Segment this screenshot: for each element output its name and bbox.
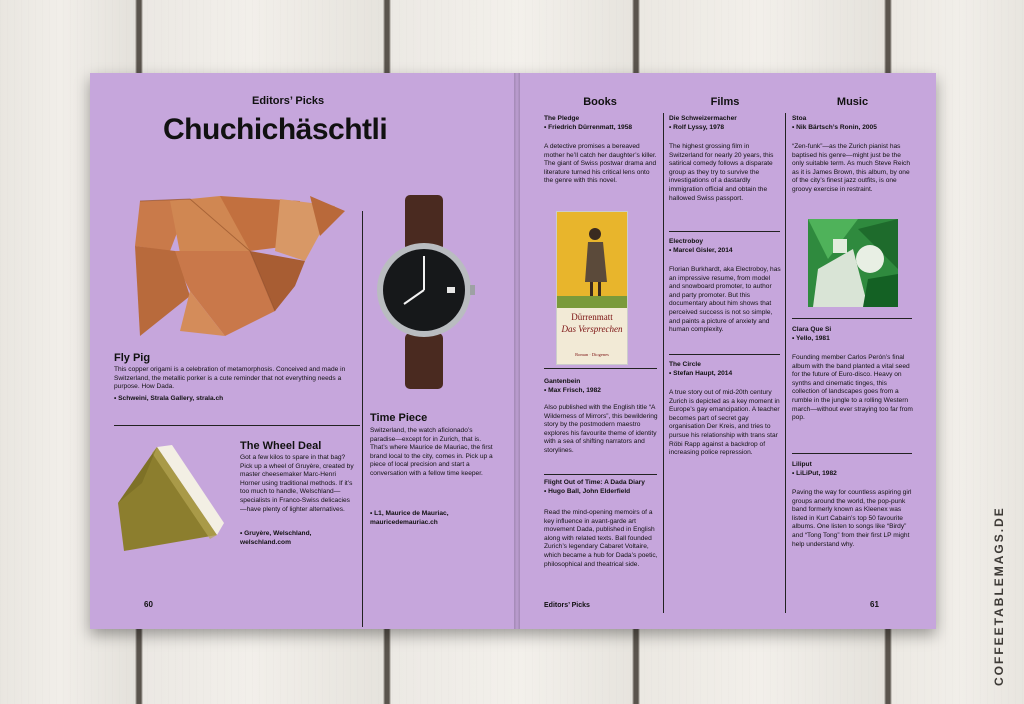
book-3-body: Read the mind-opening memoirs of a key influence in avant-garde art movement Dada, published in English along with related texts. Ball founded Zurich’s legendary Cabaret Voltaire, which became a hub for Dada’s poetic, philosophical and theatrical side. xyxy=(544,509,658,568)
music-1-body: “Zen-funk”—as the Zurich pianist has baptised his genre—might just be the only suitable term. As much Steve Reich as it is James Brown, this album, by one of the city’s finest jazz outfits, is one groovy exercise in restraint. xyxy=(792,143,911,193)
fly-pig-body: This copper origami is a celebration of metamorphosis. Conceived and made in Switzerland, the metallic porker is a cute reminder that not everything needs a purpose. How Dada. xyxy=(114,366,346,391)
time-piece-credit: • L1, Maurice de Mauriac, mauricedemauriac.ch xyxy=(370,510,449,526)
music-1-title: Stoa xyxy=(792,115,807,122)
film-1-credit: • Rolf Lyssy, 1978 xyxy=(669,124,725,131)
column-rule-2 xyxy=(785,113,786,613)
page-number-right: 61 xyxy=(870,600,879,609)
cheese-wedge-image xyxy=(112,443,227,555)
cover-footer: Roman · Diogenes xyxy=(575,352,609,357)
music-3-credit: • LiLiPut, 1982 xyxy=(792,470,837,477)
column-heading-books: Books xyxy=(583,96,617,108)
film-2-body: Florian Burkhardt, aka Electroboy, has an impressive resume, from model and snowboard promoter, to author and party promoter. But this documentary about him shows that perceived success is not so simple, and paints a picture of anxiety and human complexity. xyxy=(669,266,781,334)
page-title: Chuchichäschtli xyxy=(163,113,388,146)
books-divider-1 xyxy=(544,368,657,369)
music-3-body: Paving the way for countless aspiring girl groups around the world, the pop-punk band formerly known as Kleenex was listed in Kurt Cabain’s top 50 favourite albums. One listen to songs like “Birdy” and “Tong Tong” from their first LP might help understand why. xyxy=(792,489,912,548)
films-divider-2 xyxy=(669,354,780,355)
book-1-body: A detective promises a bereaved mother he’ll catch her daughter’s killer. The giant of Swiss postwar drama and literature turned his critical lens onto the genre with this novel. xyxy=(544,143,657,185)
book-cover-image xyxy=(556,211,628,365)
book-3-title: Flight Out of Time: A Dada Diary xyxy=(544,479,645,486)
book-1-credit: • Friedrich Dürrenmatt, 1958 xyxy=(544,124,633,131)
film-1-title: Die Schweizermacher xyxy=(669,115,737,122)
book-2-credit: • Max Frisch, 1982 xyxy=(544,387,601,394)
footer-label: Editors’ Picks xyxy=(544,602,590,609)
divider-left xyxy=(114,425,360,426)
music-divider-1 xyxy=(792,318,912,319)
site-watermark: COFFEETABLEMAGS.DE xyxy=(992,506,1006,686)
music-2-body: Founding member Carlos Perón’s final album with the band planted a vital seed for the future of Euro-disco. Heavy on synths and cinematic tinges, this collection of landscapes goes from a rumble in the jungle to a rolling Western march—without ever straying too far from pop. xyxy=(792,354,913,422)
column-rule-left xyxy=(362,211,363,627)
music-1-credit: • Nik Bärtsch’s Ronin, 2005 xyxy=(792,124,877,131)
wheel-deal-body: Got a few kilos to spare in that bag? Pick up a wheel of Gruyère, created by master cheesemaker Marc-Henri Horner using traditional methods. If it’s too much to handle, Welschland—specialists in Franco-Swiss delicacies—have plenty of lighter alternatives. xyxy=(240,454,354,513)
time-piece-body: Switzerland, the watch aficionado’s paradise—except for in Zurich, that is. That’s where Maurice de Mauriac, the first brand local to the city, comes in. Pick up a piece of local precision and start a conversation with a fellow time keeper. xyxy=(370,427,493,477)
album-cover-image xyxy=(808,219,898,307)
book-2-title: Gantenbein xyxy=(544,378,581,385)
editors-picks-kicker: Editors’ Picks xyxy=(252,95,325,107)
wristwatch-image xyxy=(375,193,475,391)
music-2-credit: • Yello, 1981 xyxy=(792,335,830,342)
column-heading-music: Music xyxy=(836,96,869,108)
time-piece-heading: Time Piece xyxy=(370,412,428,424)
film-2-credit: • Marcel Gisler, 2014 xyxy=(669,247,733,254)
wheel-deal-credit: • Gruyère, Welschland, welschland.com xyxy=(240,530,312,546)
page-number-left: 60 xyxy=(144,600,153,609)
spine-gutter xyxy=(514,73,520,629)
cover-title: Das Versprechen xyxy=(561,324,623,334)
magazine-spread xyxy=(90,73,936,629)
book-1-title: The Pledge xyxy=(544,115,580,122)
films-divider-1 xyxy=(669,231,780,232)
fly-pig-heading: Fly Pig xyxy=(114,352,151,364)
film-2-title: Electroboy xyxy=(669,238,704,245)
film-3-title: The Circle xyxy=(669,361,701,368)
cover-art xyxy=(557,212,627,308)
film-3-body: A true story out of mid-20th century Zurich is depicted as a key moment in Europe’s gay emancipation. A teacher becomes part of secret gay organisation Der Kreis, and tries to pursue his relationship with trans star Röbi Rapp against a backdrop of increasing police repression. xyxy=(669,389,780,457)
film-3-credit: • Stefan Haupt, 2014 xyxy=(669,370,733,377)
column-heading-films: Films xyxy=(710,96,740,108)
copper-pig-image xyxy=(130,191,348,341)
wheel-deal-heading: The Wheel Deal xyxy=(240,440,322,452)
film-1-body: The highest grossing film in Switzerland for nearly 20 years, this satirical comedy follows a disparate group as they try to survive the investigations of a dastardly immigration official and obtain the hallowed Swiss passport. xyxy=(669,143,774,202)
book-2-body: Also published with the English title “A Wilderness of Mirrors”, this bewildering story by the postmodern maestro explores his favourite theme of identity with a sea of shifting narrators and storylines. xyxy=(544,404,658,454)
fly-pig-credit: • Schweini, Strala Gallery, strala.ch xyxy=(114,395,224,402)
cover-figure xyxy=(557,212,627,308)
books-divider-2 xyxy=(544,474,657,475)
book-3-credit: • Hugo Ball, John Elderfield xyxy=(544,488,631,495)
music-3-title: Liliput xyxy=(792,461,812,468)
cover-author: Dürrenmatt xyxy=(571,312,613,322)
music-divider-2 xyxy=(792,453,912,454)
music-2-title: Clara Que Si xyxy=(792,326,832,333)
column-rule-1 xyxy=(663,113,664,613)
